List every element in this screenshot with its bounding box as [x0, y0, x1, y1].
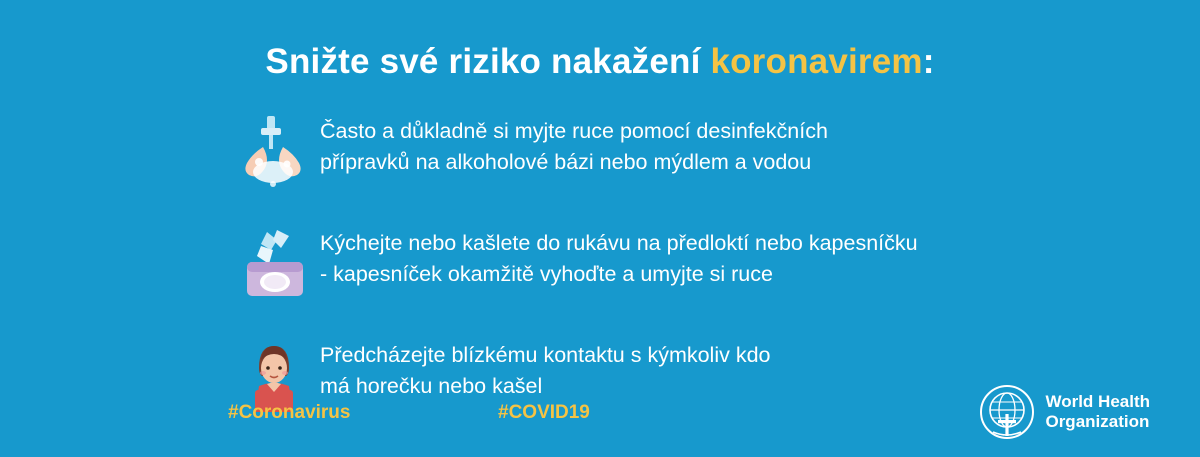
tip-line: Předcházejte blízkému kontaktu s kýmkoliv kdo — [320, 343, 771, 367]
tip-line: Kýchejte nebo kašlete do rukávu na předloktí nebo kapesníčku — [320, 231, 918, 255]
hashtag-covid19[interactable]: #COVID19 — [498, 402, 590, 423]
list-item — [228, 224, 1018, 310]
who-logo — [979, 384, 1150, 440]
tissue-box-icon — [228, 224, 320, 310]
list-item — [228, 112, 1018, 198]
hashtag-coronavirus[interactable]: #Coronavirus — [228, 402, 351, 423]
who-name — [1045, 392, 1150, 432]
hashtag-row — [228, 402, 748, 424]
who-name-line1: World Health — [1045, 392, 1150, 411]
who-name-line2: Organization — [1045, 412, 1150, 431]
tips-list — [228, 112, 1018, 448]
handwashing-icon — [228, 112, 320, 198]
tip-text — [320, 224, 1018, 290]
tip-text — [320, 112, 1018, 178]
who-emblem-icon — [979, 384, 1035, 440]
tip-line: má horečku nebo kašel — [320, 374, 543, 398]
headline-prefix: Snižte své riziko nakažení — [265, 42, 711, 81]
page-title — [0, 42, 1200, 82]
headline-suffix: : — [922, 42, 935, 81]
tip-text — [320, 336, 1018, 402]
tip-line: - kapesníček okamžitě vyhoďte a umyjte si ruce — [320, 262, 773, 286]
tip-line: přípravků na alkoholové bázi nebo mýdlem a vodou — [320, 150, 812, 174]
headline-accent: koronavirem — [710, 42, 923, 81]
tip-line: Často a důkladně si myjte ruce pomocí desinfekčních — [320, 119, 828, 143]
